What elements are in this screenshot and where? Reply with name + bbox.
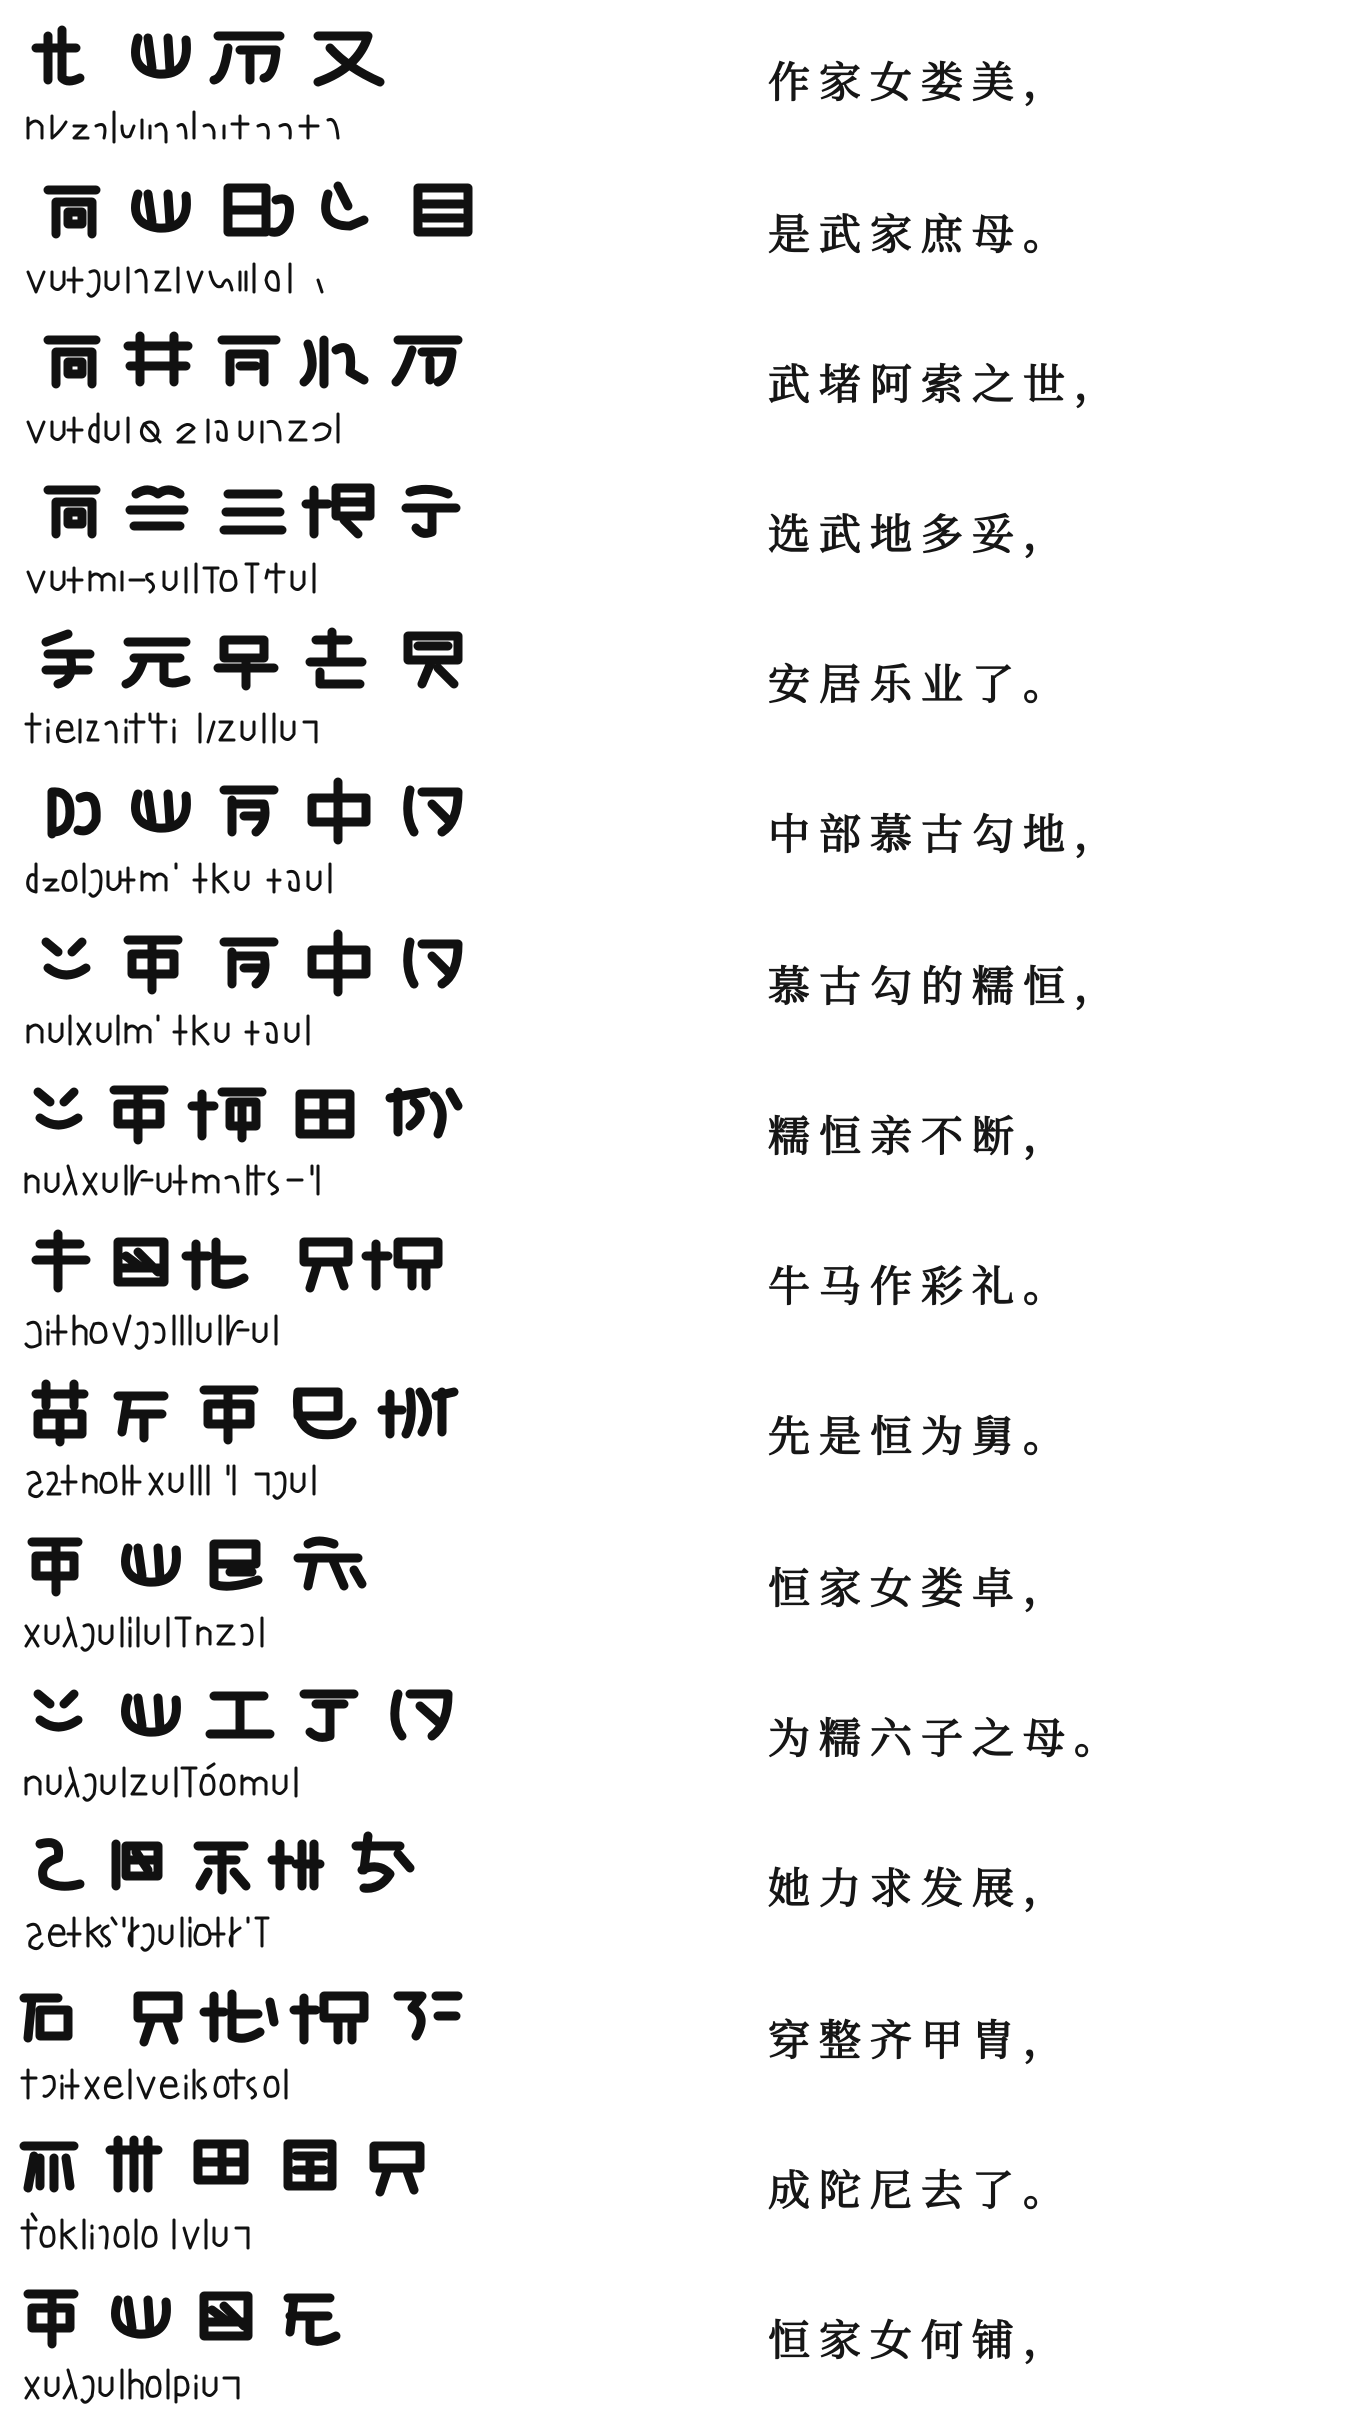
translation-text: 是武家庶母。	[768, 210, 1075, 259]
translation-text: 安居乐业了。	[768, 660, 1075, 709]
original-script-image	[18, 1966, 488, 2116]
handwritten-glyphs-line-9	[18, 1212, 488, 1362]
original-script-image	[18, 460, 488, 610]
translation-text: 慕古勾的糯恒，	[768, 962, 1126, 1011]
original-script-image	[18, 760, 488, 910]
verse-line-10	[0, 1362, 1359, 1512]
original-script-image	[18, 310, 488, 460]
original-script-image	[18, 610, 488, 760]
translation-text: 武堵阿索之世，	[768, 360, 1126, 409]
handwritten-glyphs-line-6	[18, 760, 488, 910]
handwritten-glyphs-line-13	[18, 1814, 488, 1964]
handwritten-glyphs-line-4	[18, 460, 488, 610]
translation-text: 糯恒亲不断，	[768, 1112, 1075, 1161]
verse-line-7	[0, 912, 1359, 1062]
verse-line-1	[0, 8, 1359, 158]
verse-line-15	[0, 2116, 1359, 2266]
translation-text: 牛马作彩礼。	[768, 1262, 1075, 1311]
translation-text: 为糯六子之母。	[768, 1714, 1126, 1763]
handwritten-glyphs-line-3	[18, 310, 488, 460]
handwritten-glyphs-line-14	[18, 1966, 488, 2116]
handwritten-glyphs-line-15	[18, 2116, 488, 2266]
handwritten-glyphs-line-10	[18, 1362, 488, 1512]
translation-text: 作家女娄美，	[768, 58, 1075, 107]
verse-line-16	[0, 2266, 1359, 2416]
verse-line-5	[0, 610, 1359, 760]
translation-text: 穿整齐甲胄，	[768, 2016, 1075, 2065]
translation-text: 成陀尼去了。	[768, 2166, 1075, 2215]
verse-line-14	[0, 1966, 1359, 2116]
original-script-image	[18, 1814, 488, 1964]
original-script-image	[18, 1514, 488, 1664]
verse-line-2	[0, 160, 1359, 310]
original-script-image	[18, 2266, 488, 2416]
original-script-image	[18, 160, 488, 310]
handwritten-glyphs-line-5	[18, 610, 488, 760]
handwritten-glyphs-line-16	[18, 2266, 488, 2416]
handwritten-glyphs-line-8	[18, 1062, 488, 1212]
verse-line-4	[0, 460, 1359, 610]
verse-line-3	[0, 310, 1359, 460]
verse-line-13	[0, 1814, 1359, 1964]
original-script-image	[18, 1362, 488, 1512]
verse-line-11	[0, 1514, 1359, 1664]
verse-line-6	[0, 760, 1359, 910]
original-script-image	[18, 1062, 488, 1212]
verse-line-8	[0, 1062, 1359, 1212]
original-script-image	[18, 912, 488, 1062]
translation-text: 恒家女娄卓，	[768, 1564, 1075, 1613]
translation-text: 中部慕古勾地，	[768, 810, 1126, 859]
handwritten-glyphs-line-1	[18, 8, 488, 158]
translation-text: 先是恒为舅。	[768, 1412, 1075, 1461]
translation-text: 选武地多妥，	[768, 510, 1075, 559]
verse-line-9	[0, 1212, 1359, 1362]
verse-line-12	[0, 1664, 1359, 1814]
handwritten-glyphs-line-2	[18, 160, 488, 310]
original-script-image	[18, 1664, 488, 1814]
handwritten-glyphs-line-12	[18, 1664, 488, 1814]
handwritten-glyphs-line-7	[18, 912, 488, 1062]
translation-text: 她力求发展，	[768, 1864, 1075, 1913]
original-script-image	[18, 1212, 488, 1362]
handwritten-glyphs-line-11	[18, 1514, 488, 1664]
original-script-image	[18, 2116, 488, 2266]
original-script-image	[18, 8, 488, 158]
translation-text: 恒家女何铺，	[768, 2316, 1075, 2365]
